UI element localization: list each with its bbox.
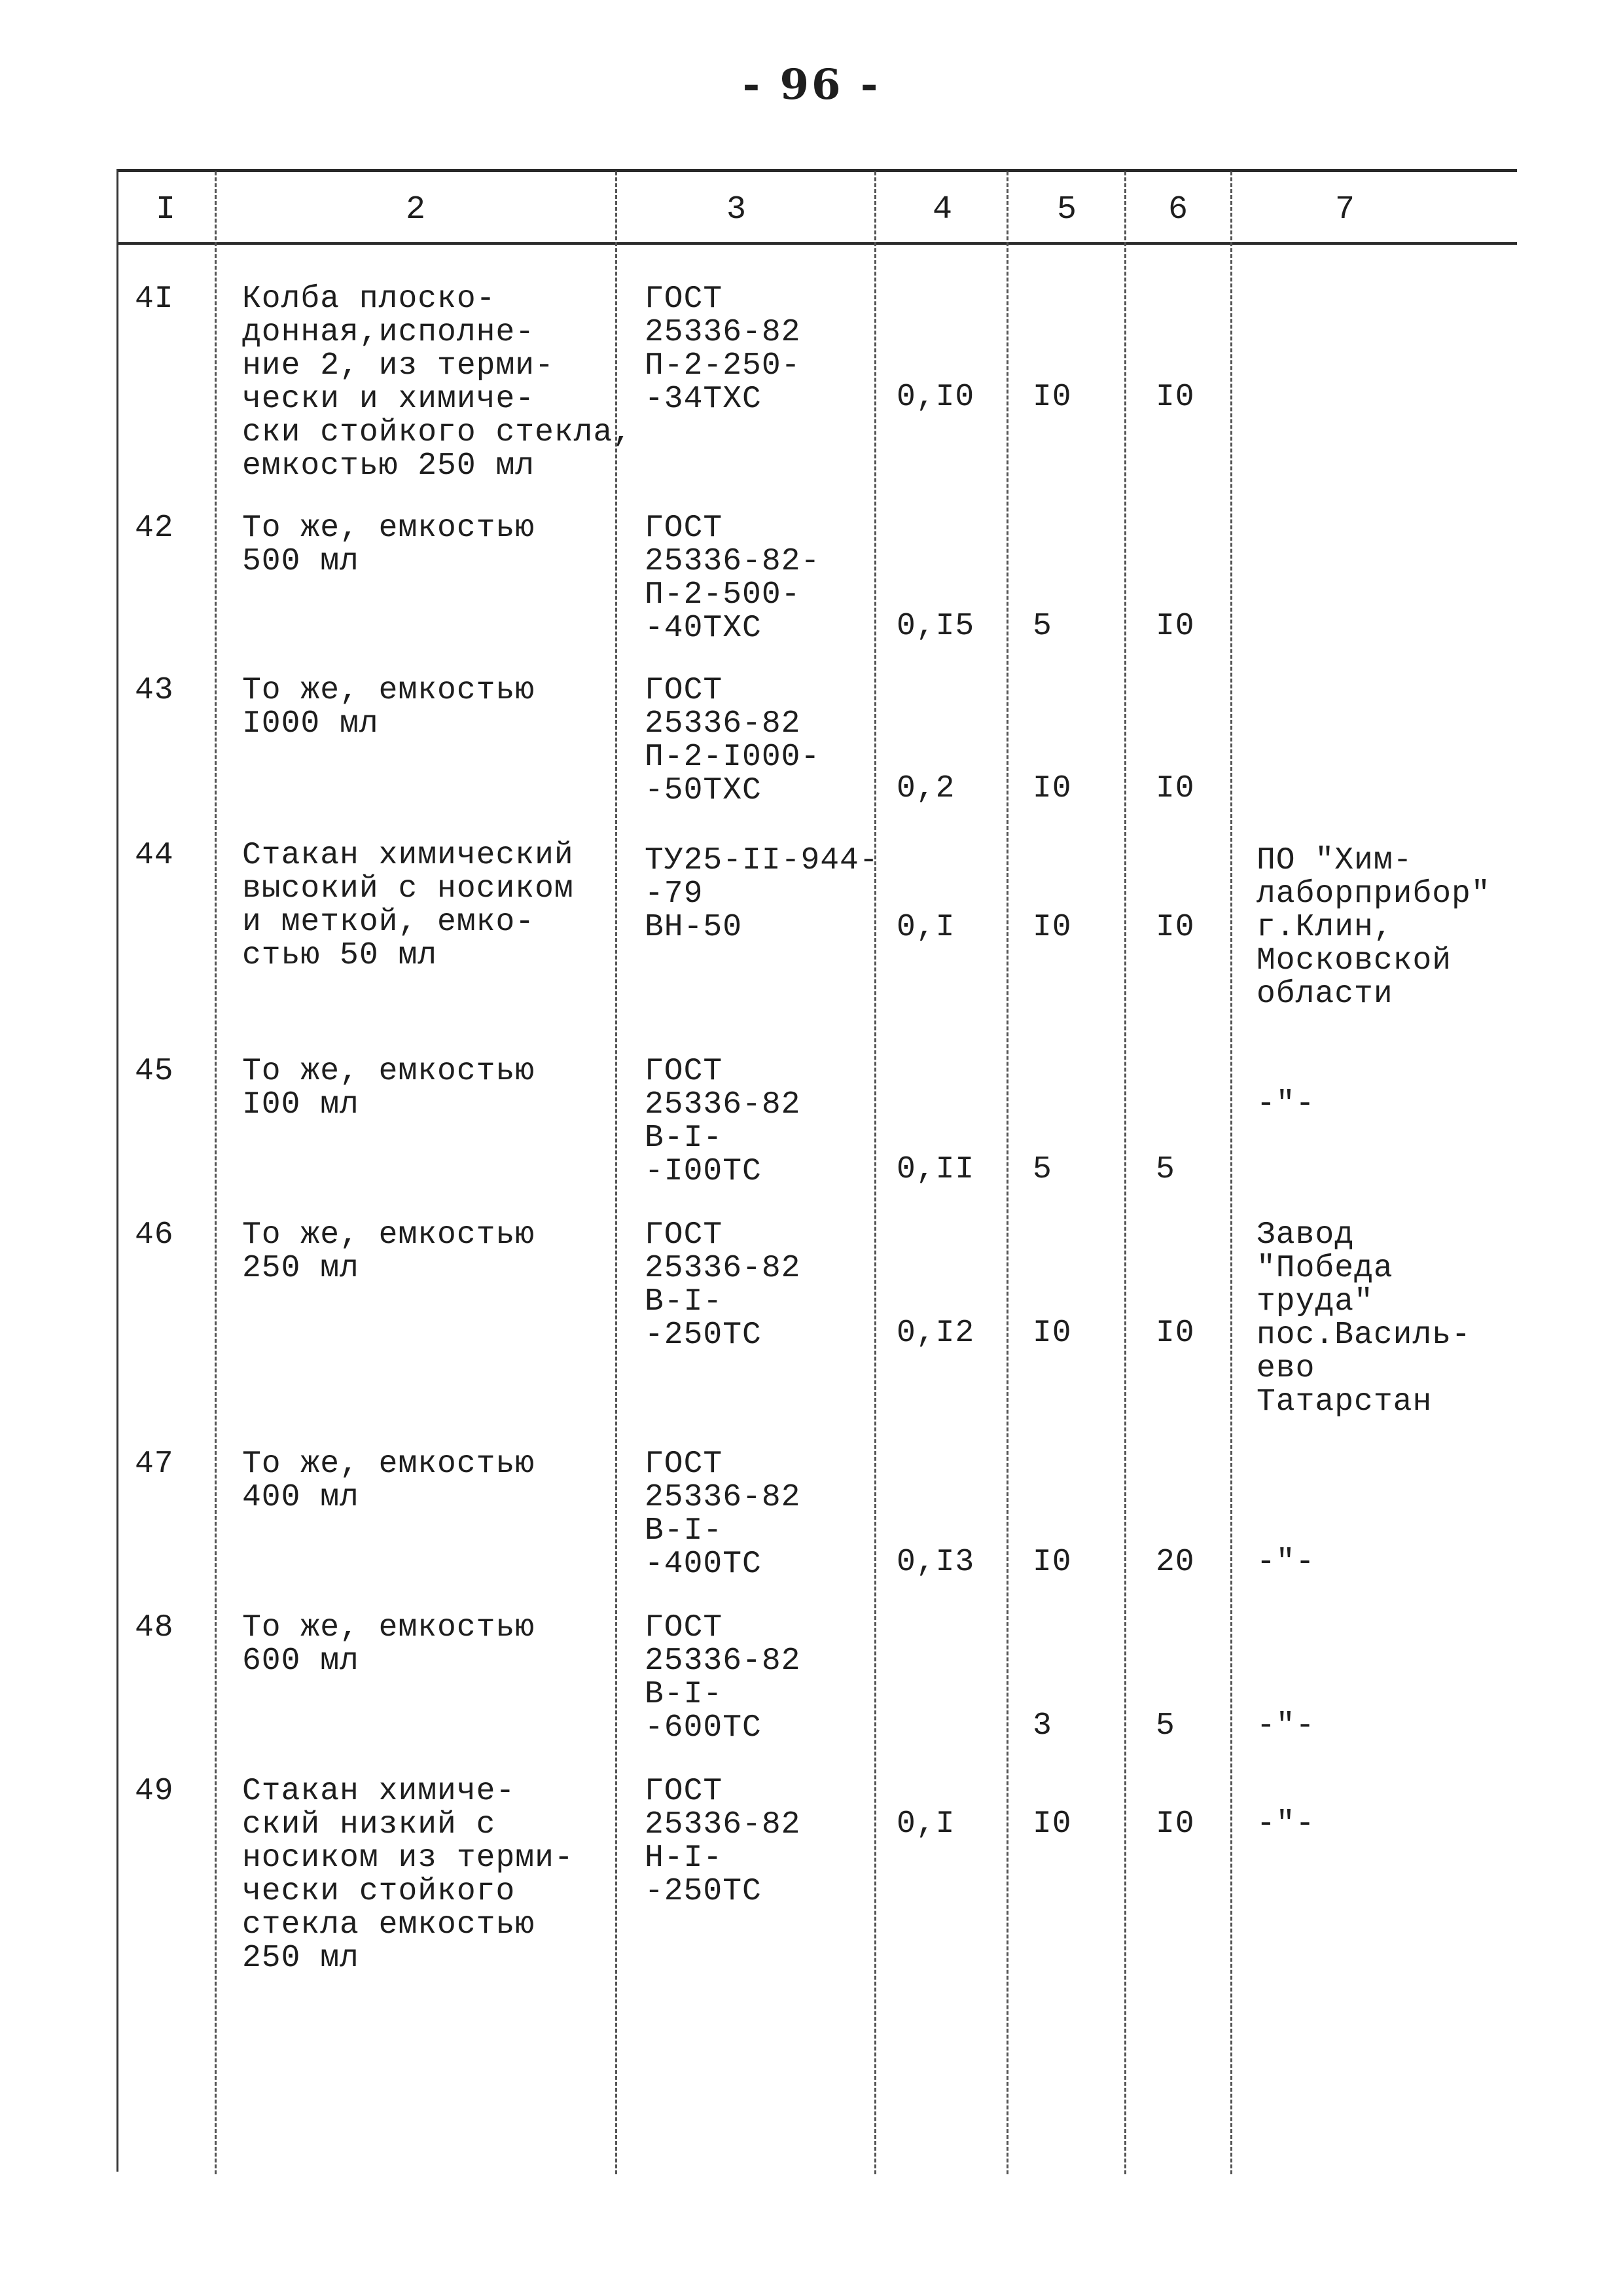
col5-value: 3 [1033, 1708, 1052, 1744]
row-number: 42 [135, 511, 174, 546]
table-row [0, 281, 1623, 484]
row-number: 47 [135, 1446, 174, 1482]
col5-value: 5 [1033, 1152, 1052, 1187]
column-divider [1230, 171, 1232, 2174]
standard-ref: ГОСТ 25336-82 В-I- -600ТС [645, 1610, 801, 1746]
col6-value: 5 [1156, 1708, 1175, 1744]
row-number: 44 [135, 838, 174, 873]
col6-value: 20 [1156, 1545, 1195, 1580]
supplier: Завод "Победа труда" пос.Василь- ево Татарстан [1257, 1217, 1471, 1420]
standard-ref: ГОСТ 25336-82 П-2-I000- -50ТХС [645, 673, 821, 808]
item-name: Колба плоско- донная,исполне- ние 2, из терми- чески и химиче- ски стойкого стекла, емкостью 250 мл [242, 281, 633, 484]
col4-value: 0,I2 [897, 1316, 975, 1351]
standard-ref: ТУ25-II-944- -79 ВН-50 [645, 843, 879, 945]
column-divider [215, 171, 217, 2174]
col6-value: I0 [1156, 380, 1195, 415]
table-row [0, 673, 1623, 808]
col4-value: 0,I [897, 910, 955, 945]
standard-ref: ГОСТ 25336-82 В-I- -I00ТС [645, 1054, 801, 1189]
col4-value: 0,I5 [897, 609, 975, 644]
header-bottom-rule [116, 242, 1517, 245]
col5-value: I0 [1033, 1806, 1072, 1842]
item-name: То же, емкостью I00 мл [242, 1054, 535, 1122]
col5-value: I0 [1033, 1545, 1072, 1580]
header-col-6: 6 [1168, 191, 1188, 228]
row-number: 45 [135, 1054, 174, 1089]
header-col-1: I [155, 191, 175, 228]
row-number: 49 [135, 1774, 174, 1809]
supplier: ПО "Хим- лаборприбор" г.Клин, Московской области [1257, 843, 1491, 1012]
row-number: 4I [135, 281, 174, 317]
table-top-rule [116, 169, 1517, 172]
supplier: -"- [1257, 1708, 1315, 1744]
col6-value: 5 [1156, 1152, 1175, 1187]
standard-ref: ГОСТ 25336-82 П-2-250- -34ТХС [645, 281, 801, 417]
standard-ref: ГОСТ 25336-82 В-I- -250ТС [645, 1217, 801, 1353]
col6-value: I0 [1156, 910, 1195, 945]
col5-value: 5 [1033, 609, 1052, 644]
col5-value: I0 [1033, 1316, 1072, 1351]
col6-value: I0 [1156, 609, 1195, 644]
item-name: Стакан химический высокий с носиком и меткой, емко- стью 50 мл [242, 838, 574, 973]
col6-value: I0 [1156, 771, 1195, 806]
header-col-3: 3 [726, 191, 746, 228]
header-col-4: 4 [932, 191, 952, 228]
supplier: -"- [1257, 1086, 1315, 1122]
header-col-7: 7 [1334, 191, 1355, 228]
standard-ref: ГОСТ 25336-82- П-2-500- -40ТХС [645, 511, 821, 646]
row-number: 43 [135, 673, 174, 708]
column-divider [1124, 171, 1126, 2174]
column-divider [116, 169, 118, 2172]
col6-value: I0 [1156, 1316, 1195, 1351]
col5-value: I0 [1033, 910, 1072, 945]
item-name: То же, емкостью 500 мл [242, 511, 535, 579]
col5-value: I0 [1033, 380, 1072, 415]
table-row [0, 838, 1623, 1012]
table-row [0, 1446, 1623, 1582]
standard-ref: ГОСТ 25336-82 В-I- -400ТС [645, 1446, 801, 1582]
column-divider [1007, 171, 1008, 2174]
header-col-5: 5 [1056, 191, 1077, 228]
page-number: - 96 - [742, 60, 881, 109]
row-number: 48 [135, 1610, 174, 1645]
table-row [0, 1610, 1623, 1746]
col4-value: 0,I3 [897, 1545, 975, 1580]
table-row [0, 511, 1623, 646]
table-row [0, 1217, 1623, 1420]
row-number: 46 [135, 1217, 174, 1253]
supplier: -"- [1257, 1806, 1315, 1842]
standard-ref: ГОСТ 25336-82 Н-I- -250ТС [645, 1774, 801, 1909]
header-col-2: 2 [405, 191, 425, 228]
col5-value: I0 [1033, 771, 1072, 806]
supplier: -"- [1257, 1545, 1315, 1580]
col4-value: 0,II [897, 1152, 975, 1187]
item-name: То же, емкостью I000 мл [242, 673, 535, 742]
item-name: Стакан химиче- ский низкий с носиком из терми- чески стойкого стекла емкостью 250 мл [242, 1774, 574, 1976]
item-name: То же, емкостью 250 мл [242, 1217, 535, 1286]
col6-value: I0 [1156, 1806, 1195, 1842]
col4-value: 0,2 [897, 771, 955, 806]
column-divider [874, 171, 876, 2174]
table-row [0, 1774, 1623, 1976]
item-name: То же, емкостью 600 мл [242, 1610, 535, 1679]
col4-value: 0,I0 [897, 380, 975, 415]
table-row [0, 1054, 1623, 1189]
item-name: То же, емкостью 400 мл [242, 1446, 535, 1515]
col4-value: 0,I [897, 1806, 955, 1842]
